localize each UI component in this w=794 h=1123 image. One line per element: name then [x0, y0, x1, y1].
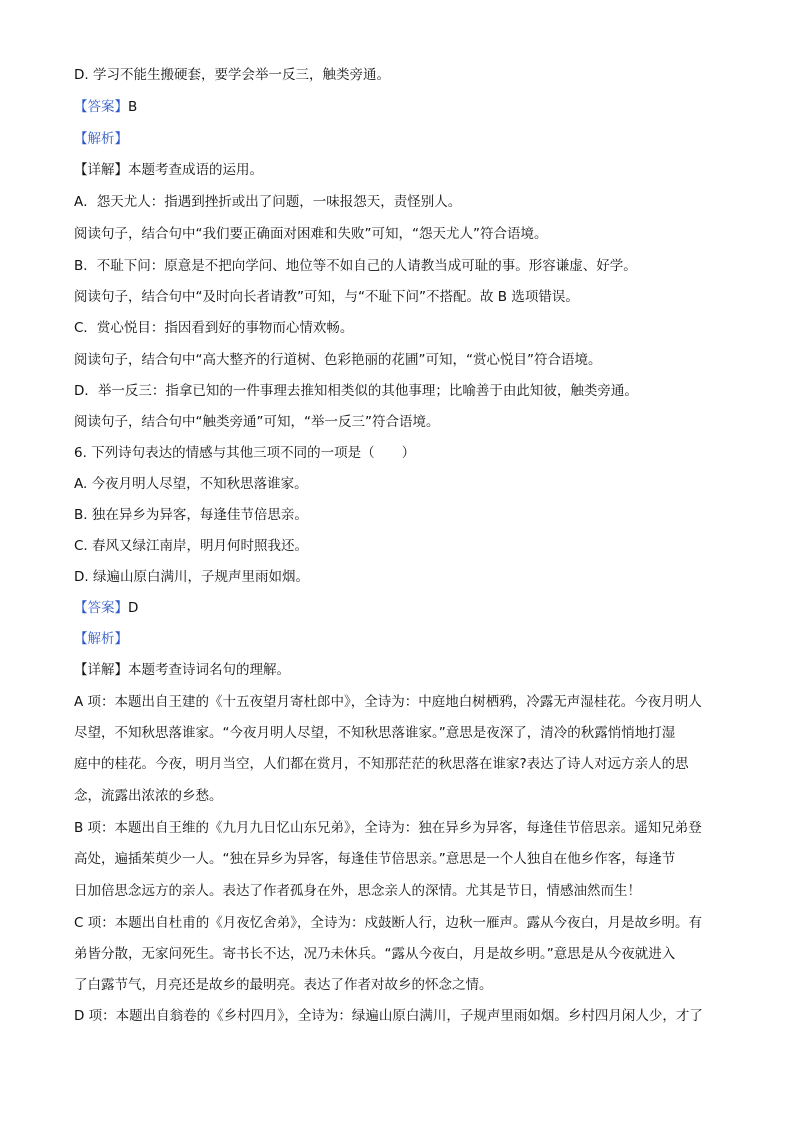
- explanation-line: [74, 192, 724, 212]
- line-text: 弟皆分散，无家问死生。寄书长不达，况乃未休兵。“露从今夜白，月是故乡明。”意思是从今夜就进入: [74, 946, 676, 962]
- explanation-line: [74, 913, 724, 933]
- line-text: D 项：本题出自翁卷的《乡村四月》，全诗为：绿遍山原白满川，子规声里雨如烟。乡村四月闲人少，才了: [74, 1008, 703, 1024]
- answer-line-q5: [74, 97, 724, 117]
- question-6-option-d: [74, 567, 724, 587]
- explanation-line: [74, 944, 724, 964]
- line-text: 本题考查成语的运用。: [128, 162, 263, 178]
- detail-line-q5: [74, 160, 724, 180]
- explanation-line: [74, 786, 724, 806]
- line-text: 尽望，不知秋思落谁家。“今夜月明人尽望，不知秋思落谁家。”意思是夜深了，清冷的秋露悄悄地打湿: [74, 725, 676, 741]
- line-text: C．赏心悦目：指因看到好的事物而心情欢畅。: [74, 320, 354, 336]
- line-text: A．怨天尤人：指遇到挫折或出了问题，一味报怨天，责怪别人。: [74, 194, 462, 210]
- line-text: 本题考查诗词名句的理解。: [128, 662, 290, 678]
- line-text: 了白露节气，月亮还是故乡的最明亮。表达了作者对故乡的怀念之情。: [74, 977, 493, 993]
- line-text: 阅读句子，结合句中“高大整齐的行道树、色彩艳丽的花圃”可知，“赏心悦目”符合语境。: [74, 352, 602, 368]
- explanation-line: [74, 881, 724, 901]
- question-6-stem: [74, 443, 724, 463]
- explanation-line: [74, 723, 724, 743]
- line-text: B 项：本题出自王维的《九月九日忆山东兄弟》，全诗为：独在异乡为异客，每逢佳节倍思亲。遥知兄弟登: [74, 820, 702, 836]
- explanation-line: [74, 849, 724, 869]
- answer-line-q6: [74, 598, 724, 618]
- line-text: 念，流露出浓浓的乡愁。: [74, 788, 223, 804]
- line-text: 阅读句子，结合句中“我们要正确面对困难和失败”可知，“怨天尤人”符合语境。: [74, 226, 548, 242]
- line-text: C 项：本题出自杜甫的《月夜忆舍弟》，全诗为：戍鼓断人行，边秋一雁声。露从今夜白，月是故乡明。有: [74, 915, 702, 931]
- line-text: C. 春风又绿江南岸，明月何时照我还。: [74, 538, 309, 554]
- explanation-line: [74, 975, 724, 995]
- answer-value: B: [128, 99, 138, 115]
- answer-value: D: [128, 600, 139, 616]
- explanation-line: [74, 692, 724, 712]
- line-text: 阅读句子，结合句中“触类旁通”可知，“举一反三”符合语境。: [74, 414, 440, 430]
- detail-line-q6: [74, 660, 724, 680]
- line-text: B. 独在异乡为异客，每逢佳节倍思亲。: [74, 507, 308, 523]
- line-text: 阅读句子，结合句中“及时向长者请教”可知，与“不耻下问”不搭配。故 B 选项错误。: [74, 289, 579, 305]
- question-6-option-b: [74, 505, 724, 525]
- explanation-line: [74, 318, 724, 338]
- detail-tag: 【详解】: [74, 162, 128, 178]
- explanation-line: [74, 754, 724, 774]
- analysis-tag: 【解析】: [74, 131, 128, 147]
- analysis-tag: 【解析】: [74, 631, 128, 647]
- question-6-option-a: [74, 474, 724, 494]
- explanation-line: [74, 1006, 724, 1026]
- explanation-line: [74, 224, 724, 244]
- question-6-option-c: [74, 536, 724, 556]
- answer-tag: 【答案】: [74, 600, 128, 616]
- line-text: 6. 下列诗句表达的情感与其他三项不同的一项是（ ）: [74, 445, 416, 461]
- detail-tag: 【详解】: [74, 662, 128, 678]
- explanation-line: [74, 350, 724, 370]
- line-text: 日加倍思念远方的亲人。表达了作者孤身在外，思念亲人的深情。尤其是节日，情感油然而生！: [74, 883, 641, 899]
- line-text: A. 今夜月明人尽望，不知秋思落谁家。: [74, 476, 308, 492]
- explanation-line: [74, 256, 724, 276]
- line-text: A 项：本题出自王建的《十五夜望月寄杜郎中》，全诗为：中庭地白树栖鸦，冷露无声湿桂花。今夜月明人: [74, 694, 702, 710]
- line-text: 庭中的桂花。今夜，明月当空，人们都在赏月，不知那茫茫的秋思落在谁家?表达了诗人对远方亲人的思: [74, 756, 689, 772]
- line-text: D．举一反三：指拿已知的一件事理去推知相类似的其他事理；比喻善于由此知彼，触类旁通。: [74, 383, 638, 399]
- line-text: B．不耻下问：原意是不把向学问、地位等不如自己的人请教当成可耻的事。形容谦虚、好学。: [74, 258, 637, 274]
- analysis-heading-q5: [74, 129, 724, 149]
- explanation-line: [74, 381, 724, 401]
- line-text: D. 绿遍山原白满川，子规声里雨如烟。: [74, 569, 309, 585]
- explanation-line: [74, 818, 724, 838]
- line-text: D. 学习不能生搬硬套，要学会举一反三，触类旁通。: [74, 67, 390, 83]
- analysis-heading-q6: [74, 629, 724, 649]
- option-d-q5: [74, 65, 724, 85]
- line-text: 高处，遍插茱萸少一人。“独在异乡为异客，每逢佳节倍思亲。”意思是一个人独自在他乡作客，每逢节: [74, 851, 676, 867]
- answer-tag: 【答案】: [74, 99, 128, 115]
- explanation-line: [74, 287, 724, 307]
- explanation-line: [74, 412, 724, 432]
